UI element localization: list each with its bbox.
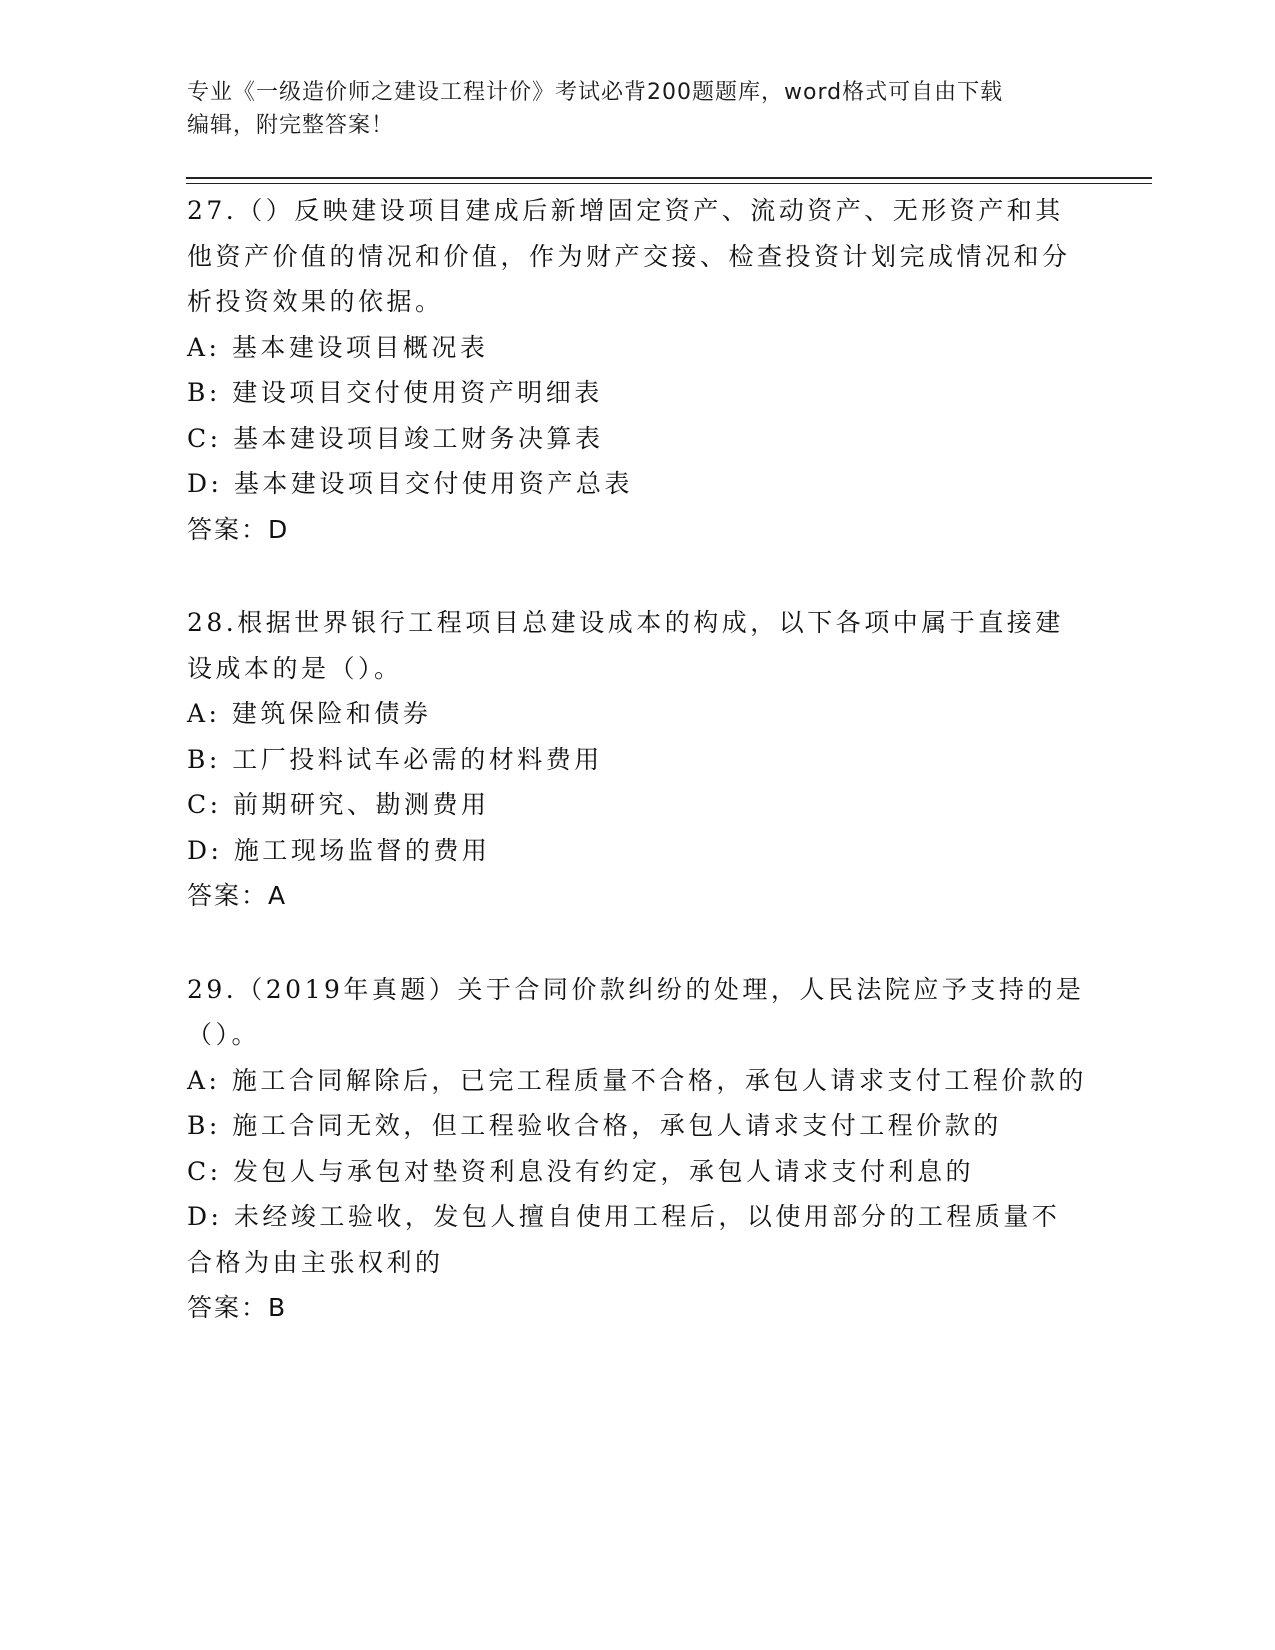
answer: 答案：B (187, 1293, 288, 1322)
header-line-1: 专业《一级造价师之建设工程计价》考试必背200题题库，word格式可自由下载 (187, 80, 1004, 105)
question-text: 28.根据世界银行工程项目总建设成本的构成，以下各项中属于直接建设成本的是（）。 (187, 608, 1064, 683)
option-b: B: 施工合同无效，但工程验收合格，承包人请求支付工程价款的 (187, 1111, 1002, 1140)
option-b: B: 建设项目交付使用资产明细表 (187, 378, 603, 407)
option-d: D: 未经竣工验收，发包人擅自使用工程后，以使用部分的工程质量不合格为由主张权利的 (187, 1202, 1061, 1277)
option-c: C: 基本建设项目竣工财务决算表 (187, 423, 604, 453)
option-c: C: 发包人与承包对垫资利息没有约定，承包人请求支付利息的 (187, 1156, 975, 1186)
question-27 (187, 188, 1087, 552)
option-a: A: 施工合同解除后，已完工程质量不合格，承包人请求支付工程价款的 (187, 1065, 1087, 1095)
answer: 答案：A (187, 881, 288, 910)
header-line-2: 编辑，附完整答案！ (187, 113, 395, 138)
header-rule-thin (186, 183, 1152, 184)
option-b: B: 工厂投料试车必需的材料费用 (187, 744, 603, 774)
option-d: D: 施工现场监督的费用 (187, 835, 491, 865)
option-d: D: 基本建设项目交付使用资产总表 (187, 469, 633, 498)
question-text: 29.（2019年真题）关于合同价款纠纷的处理，人民法院应予支持的是（）。 (187, 974, 1085, 1049)
question-text: 27.（）反映建设项目建成后新增固定资产、流动资产、无形资产和其他资产价值的情况和价值，作为财产交接、检查投资计划完成情况和分析投资效果的依据。 (187, 196, 1071, 316)
page-header (187, 76, 1087, 142)
question-29 (187, 967, 1087, 1331)
option-c: C: 前期研究、勘测费用 (187, 790, 490, 819)
option-a: A: 建筑保险和债券 (187, 699, 432, 728)
option-a: A: 基本建设项目概况表 (187, 332, 489, 362)
question-list (187, 188, 1087, 1379)
question-28 (187, 600, 1087, 919)
answer: 答案：D (187, 514, 290, 544)
header-rule-thick (186, 177, 1152, 179)
